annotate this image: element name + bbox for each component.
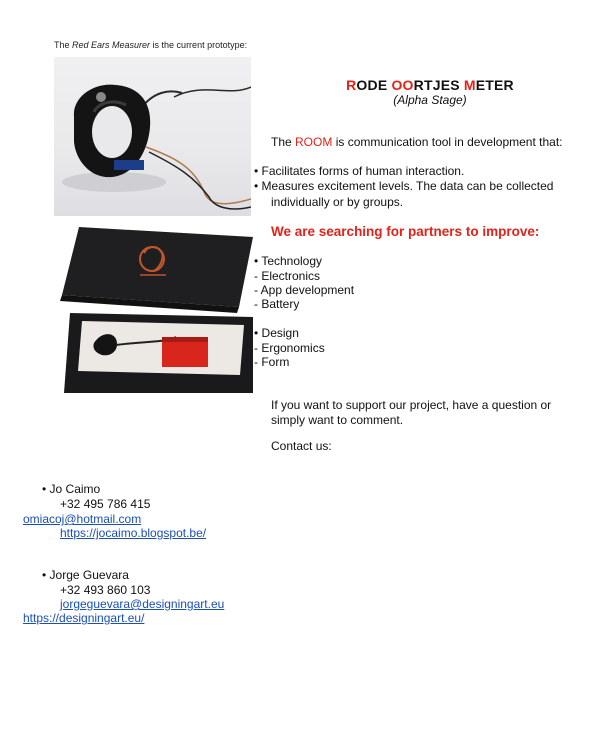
contact-label: Contact us: [271, 439, 332, 453]
support-text: If you want to support our project, have a question or simply want to comment. [271, 398, 552, 427]
intro-text: The ROOM is communication tool in development that: [271, 135, 563, 149]
list-item: • Technology [254, 254, 323, 268]
photo-caption: The Red Ears Measurer is the current prototype: [54, 40, 248, 50]
contact-phone: +32 495 786 415 [60, 497, 151, 511]
contact-email-link[interactable]: jorgeguevara@designingart.eu [60, 597, 225, 611]
contact-phone: +32 493 860 103 [60, 583, 151, 597]
contact-name: • Jorge Guevara [42, 568, 129, 582]
list-item: - Electronics [254, 269, 321, 283]
contact-website-link[interactable]: https://designingart.eu/ [23, 611, 145, 625]
bullet-continuation: individually or by groups. [271, 195, 404, 209]
list-item: • Design [254, 326, 299, 340]
page-subtitle: (Alpha Stage) [393, 93, 467, 107]
contact-email-link[interactable]: omiacoj@hotmail.com [23, 512, 142, 526]
bullet-item: • Facilitates forms of human interaction. [254, 164, 465, 178]
product-box-photo [54, 225, 253, 393]
partners-heading: We are searching for partners to improve: [271, 224, 540, 239]
contact-website-link[interactable]: https://jocaimo.blogspot.be/ [60, 526, 207, 540]
list-item: - Battery [254, 297, 300, 311]
page-title: RODE OORTJES METER [346, 77, 514, 93]
prototype-photo [54, 57, 251, 216]
list-item: - App development [254, 283, 355, 297]
bullet-item: • Measures excitement levels. The data can be collected [254, 179, 554, 193]
list-item: - Ergonomics [254, 341, 325, 355]
contact-name: • Jo Caimo [42, 482, 101, 496]
list-item: - Form [254, 355, 290, 369]
